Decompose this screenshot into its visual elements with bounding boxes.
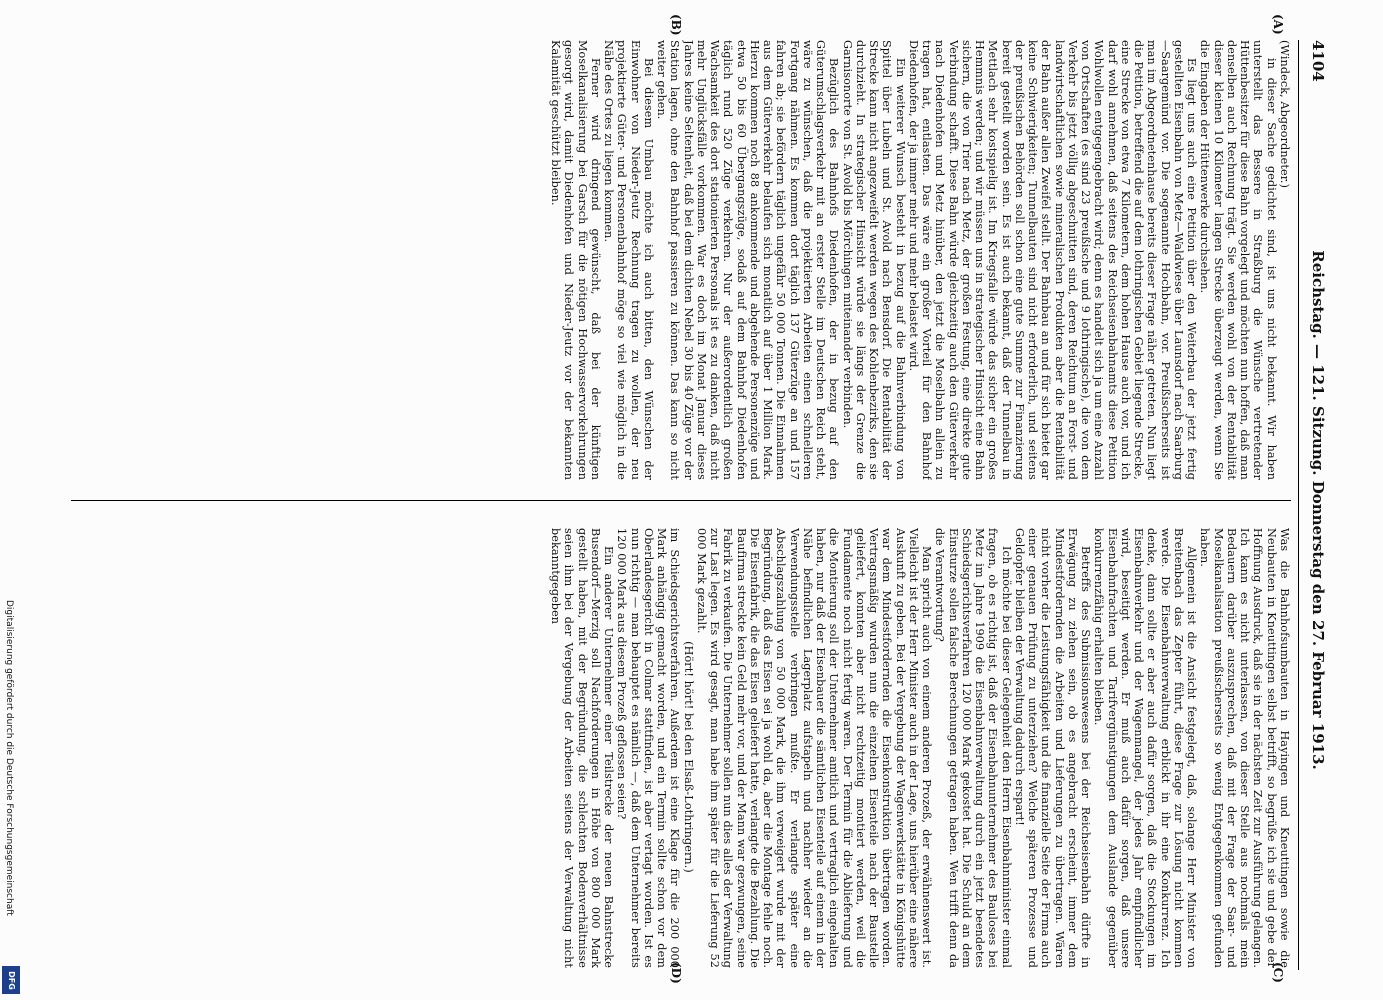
margin-mark-c: (C) — [1271, 962, 1285, 983]
right-column — [71, 528, 1291, 968]
left-paragraph: Bezüglich des Bahnhofs Diedenhofen, der in bezug auf den Güterumschlagsverkehr mit an erster Stelle im Deutschen Reich steht, wäre zu wünschen, daß die projektierten Arbeiten einen schnelleren Fortgang nähmen. Es kommen dort täglich 137 Güterzüge an und 157 fahren ab; sie befördern täglich ungefähr 50 000 Tonnen. Die Einnahmen aus dem Güterverkehr belaufen sich monatlich auf über 1 Million Mark. Hierzu kommen noch 88 ankommende und abgehende Personenzüge und etwa 50 bis 60 Übergangszüge, sodaß auf dem Bahnhof Diedenhofen täglich rund 520 Züge verkehren. Nur der außerordentlich großen Wachsamkeit des dort stationierten Personals ist es zu danken, daß nicht mehr Unglücksfälle vorkommen. War es doch im Monat Januar dieses Jahres keine Seltenheit, daß bei dem dichten Nebel 30 bis 40 Züge vor der Station lagen, ohne den Bahnhof passieren zu können. Das kann so nicht weiter gehen. — [655, 40, 841, 480]
right-paragraph: Ich möchte bei dieser Gelegenheit den Herrn Eisenbahnminister einmal fragen, ob es richtig ist, daß der Eisenbahnunternehmer des Bauloses bei Metz im Jahre 1909 die Eisenbahnverwaltung durch ein jetzt beendetes Schiedsgerichtsverfahren 120 000 Mark gekostet hat. Die Schuld an dem Einsturze sollen falsche Berechnungen getragen haben. Wen trifft denn da die Verantwortung? — [933, 528, 1013, 968]
session-title: Reichstag. — 121. Sitzung. Donnerstag den 27. Februar 1913. — [1309, 250, 1327, 770]
interjection: (Hört! hört! bei den Elsaß-Lothringern.) — [681, 641, 695, 873]
dfg-logo-text: DFG — [6, 970, 16, 990]
left-paragraph: Ein weiterer Wunsch besteht in bezug auf die Bahnverbindung von Spittel über Lubeln und St. Avold nach Bensdorf. Die Rentabilität der Strecke kann nicht angezweifelt werden wegen des Kohlenbezirks, den sie durchzieht. In strategischer Hinsicht würde sie längs der Grenze die Garnisonorte von St. Avold bis Mörchingen miteinander verbinden. — [840, 40, 907, 480]
speaker-line: (Windeck, Abgeordneter.) — [1278, 40, 1291, 189]
left-paragraph: in dieser Sache gedichtet sind, ist uns nicht bekannt. Wir haben unterstellt das Bessere in Straßburg die Wünsche vertretender Hüttenbesitzer für diese Bahn vorgelegt und möchten nun hoffen, daß man denselben auch Rechnung trägt. Sie werden wohl von der Rentabilität dieser kleinen 10 Kilometer langen Strecke überzeugt werden, wenn Sie die Eingaben der Hüttenwerke durchsehen. — [1198, 40, 1278, 480]
digitization-credit-text: Digitalisierung gefördert durch die Deutsche Forschungsgemeinschaft — [4, 600, 14, 916]
margin-mark-a: (A) — [1271, 14, 1285, 35]
left-column — [71, 40, 1291, 480]
margin-mark-d: (D) — [669, 962, 683, 984]
left-paragraph: Es liegt uns auch eine Petition über den Weiterbau der jetzt fertig gestellten Eisenbahn von Metz—Waldwiese über Launsdorf nach Saarburg—Saargemünd vor. Die sogenannte Hochbahn, vor. Preußischerseits ist man im Abgeordnetenhause bereits dieser Frage näher getreten. Nun liegt die Petition, betreffend die auf dem lothringischen Gebiet liegende Strecke, eine Strecke von etwa 7 Kilometern, dem hohen Hause auch vor, und ich darf wohl annehmen, daß seitens des Reichseisenbahnamts diese Petition Wohlwollen entgegengebracht wird; denn es handelt sich ja um eine Anzahl von Ortschaften (es sind 23 preußische und 9 lothringische), die von dem Verkehr bis jetzt völlig abgeschnitten sind, deren Reichtum an Forst- und landwirtschaftlichen sowie mineralischen Produkten aber die Rentabilität der Bahn außer allen Zweifel stellt. Der Bahnbau an und für sich bietet gar keine Schwierigkeiten; Tunnelbauten sind nicht erforderlich, und seitens der preußischen Behörden soll schon eine gute Summe zur Finanzierung bereit gestellt worden sein. Es ist auch bekannt, daß der Tunnelbau in Mettlach sehr kostspielig ist. Im Kriegsfalle würde das sicher ein großes Hemmnis werden; und wir müssen uns in strategischer Hinsicht eine Bahn sichern, die von Trier nach Metz, der großen Festung, eine direkte gute Verbindung schafft. Diese Bahn würde gleichzeitig auch den Güterverkehr nach Diedenhofen und Metz hinüber, den jetzt die Moselbahn allein zu tragen hat, entlasten. Das wäre ein großer Vorteil für den Bahnhof Diedenhofen, der ja immer mehr und mehr belastet wird. — [907, 40, 1199, 480]
margin-mark-b: (B) — [669, 14, 683, 36]
right-paragraph: Ein anderer Unternehmer einer Teilstrecke der neuen Bahnstrecke Busendorf—Merzig soll Nachforderungen in Höhe von 800 000 Mark gestellt haben, mit der Begründung, die schlechten Bodenverhältnisse seien ihm bei der Vergebung der Arbeiten seitens der Verwaltung nicht bekanntgegeben — [549, 528, 616, 968]
right-paragraph: Betreffs des Submissionswesens bei der Reichseisenbahn dürfte in Erwägung zu ziehen sein, ob es angebracht erscheint, immer dem Mindestfordernden die Arbeiten und Lieferungen zu übertragen. Wären nicht vorher die Leistungsfähigkeit und die finanzielle Seite der Firma auch einer genauen Prüfung zu unterziehen? Welche späteren Prozesse und Geldopfer bleiben der Verwaltung dadurch erspart! — [1013, 528, 1093, 968]
right-paragraph: Allgemein ist die Ansicht festgelegt, daß, solange Herr Minister von Breitenbach das Zepter führt, diese Frage zur Lösung nicht kommen werde. Die Eisenbahnverwaltung erblickt in ihr eine Konkurrenz. Ich denke, dann sollte er aber auch dafür sorgen, daß die Stockungen im Eisenbahnverkehr und der Wagenmangel, der jedes Jahr empfindlicher wird, beseitigt werden. Er muß auch dafür sorgen, daß unsere Eisenbahnfrachten und Tarifvergünstigungen dem Auslande gegenüber konkurrenzfähig erhalten bleiben. — [1092, 528, 1199, 968]
left-paragraph: Bei diesem Umbau möchte ich auch bitten, den Wünschen der Einwohner von Nieder-Jeutz Rechnung tragen zu wollen, der neu projektierte Güter- und Personenbahnhof möge so viel wie möglich in die Nähe des Ortes zu liegen kommen. — [602, 40, 655, 480]
header-rule — [1298, 40, 1299, 970]
right-paragraph: Man spricht auch von einem anderen Prozeß, der erwähnenswert ist. Vielleicht ist der Herr Minister auch in der Lage, uns hierüber eine nähere Auskunft zu geben. Bei der Vergebung der Wagenwerkstätte in Königshütte war dem Mindestfordernden die Eisenkonstruktion übertragen worden. Vertragsmäßig wurden nun die einzelnen Eisenteile nach der Baustelle geliefert, konnten aber nicht rechtzeitig montiert werden, weil die Fundamente noch nicht fertig waren. Der Termin für die Ablieferung und die Montierung soll der Unternehmer amtlich und vertraglich eingehalten haben, nur daß der Eisenbauer die sämtlichen Eisenteile auf einem in der Nähe befindlichen Lagerplatz aufstapeln und nachher wieder an die Verwendungsstelle verbringen mußte. Er verlangte später eine Abschlagszahlung von 50 000 Mark, die ihm verweigert wurde mit der Begründung, daß das Eisen sei ja wohl da, aber die Montage fehle noch. Die Eisenfabrik, die das Eisen geliefert hatte, verlangte die Bezahlung. Die Baufirma streckte kein Geld mehr vor, und der Mann war gezwungen, seine Fabrik zu verkaufen. Die Unternehmer sollen nun dies alles der Verwaltung zur Last legen. Es wird gesagt, man habe ihm später für die Lieferung 52 000 Mark gezahlt. — [695, 528, 934, 968]
right-paragraph: im Schiedsgerichtsverfahren. Außerdem ist eine Klage für die 200 000 Mark anhängig gemacht worden, und ein Termin sollte schon vor dem Oberlandesgericht in Colmar stattfinden, ist aber vertagt worden. Ist es nun richtig — man behauptet es nämlich —, daß dem Unternehmer bereits 120 000 Mark aus diesem Prozeß geflossen seien? — [615, 528, 682, 968]
page-header — [1301, 40, 1335, 980]
column-divider — [71, 500, 1291, 501]
dfg-logo — [2, 966, 20, 994]
digitization-credit — [2, 600, 22, 980]
left-paragraph: Ferner wird dringend gewünscht, daß bei der künftigen Moselkanalisierung bei Garsch für die nötigen Hochwasservorkehrungen gesorgt wird, damit Diedenhofen und Nieder-Jeutz vor der bekannten Kalamität geschützt bleiben. — [549, 40, 602, 480]
page-number: 4104 — [1309, 40, 1327, 82]
right-paragraph: Was die Bahnhofsumbauten in Hayingen und Kneuttingen sowie die Neubauten in Kneuttingen selbst betrifft, so begrüße ich sie und gebe der Hoffnung Ausdruck, daß sie in der nächsten Zeit zur Ausführung gelangen. Ich kann es nicht unterlassen, von dieser Stelle aus nochmals mein Bedauern darüber auszusprechen, daß mit der Frage der Saar- und Moselkanalisation preußischerseits so wenig Entgegenkommen gefunden haben. — [1198, 528, 1291, 968]
